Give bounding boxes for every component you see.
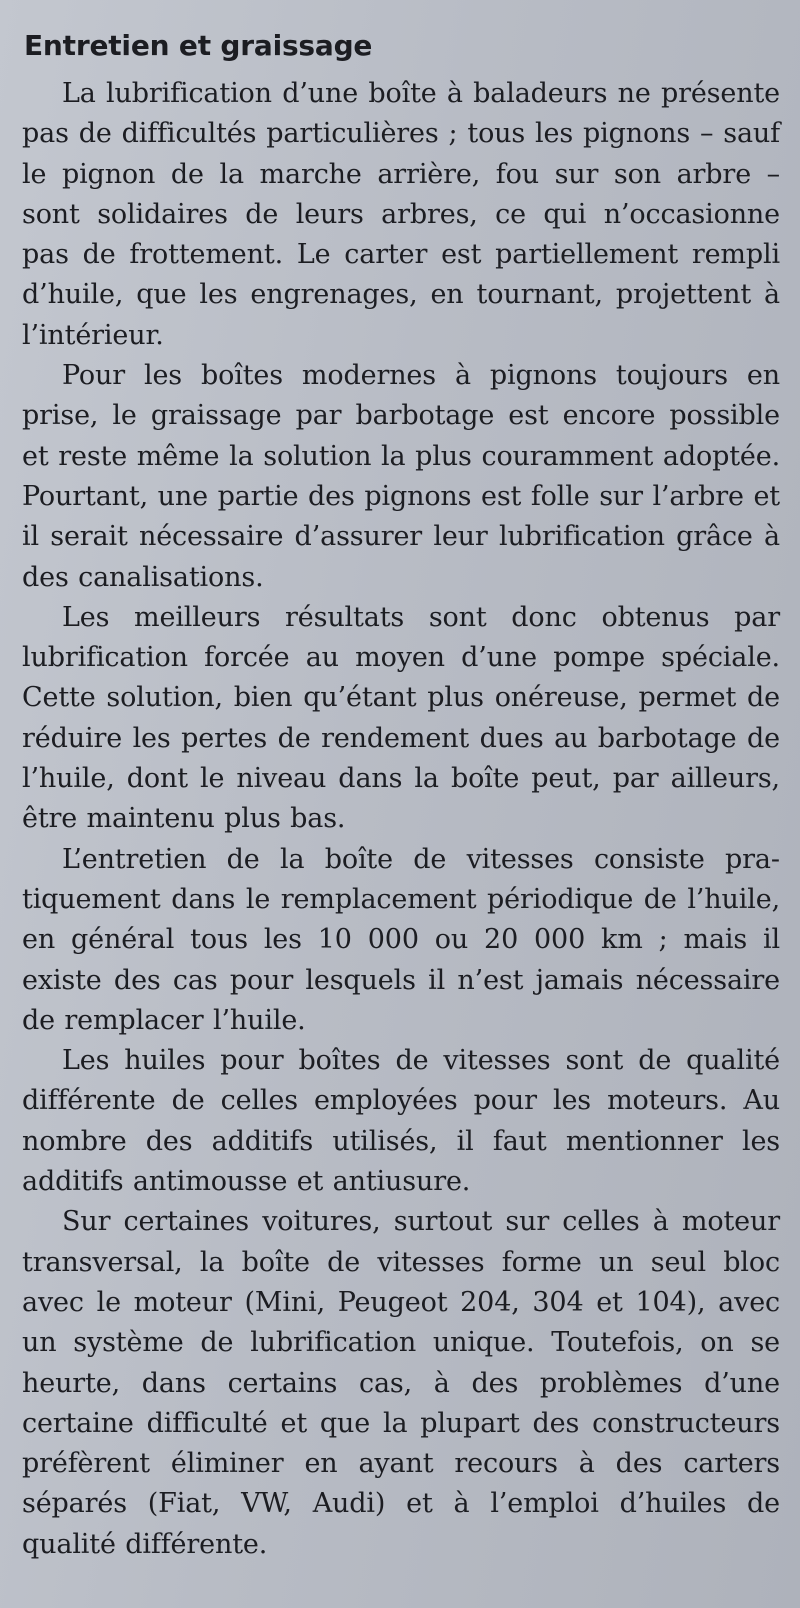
paragraph-moteur-transversal: Sur certaines voitures, surtout sur celles à moteur transversal, la boîte de vitesses forme un seul bloc avec le moteur (Mini, Peugeot 204, 304 et 104), avec un système de lubrification unique. Toutefois, on se heurte, dans certains cas, à des problèmes d’une certaine difficulté et que la plupart des constructeurs préfèrent éliminer en ayant recours à des carters séparés (Fiat, VW, Audi) et à l’emploi d’huiles de qualité différente.	[22, 1206, 780, 1560]
paragraph-lubrification-forcee: Les meilleurs résultats sont donc obtenus par lubrification forcée au moyen d’une pompe spéciale. Cette solution, bien qu’étant plus onéreuse, permet de réduire les pertes de rendement dues au barbotage de l’huile, dont le niveau dans la boîte peut, par ailleurs, être maintenu plus bas.	[22, 601, 780, 835]
paragraph-boites-modernes: Pour les boîtes modernes à pignons toujours en prise, le graissage par barbotage est encore possible et reste même la solution la plus couramment adoptée. Pourtant, une partie des pignons est folle sur l’arbre et il serait nécessaire d’assurer leur lubrification grâce à des canalisations.	[22, 360, 780, 593]
paragraph-lubrification-baladeurs: La lubrification d’une boîte à baladeurs ne présente pas de difficultés particulières ; tous les pignons – sauf le pignon de la marche arrière, fou sur son arbre – sont solidaires de leurs arbres, ce qui n’occasionne pas de frottement. Le carter est partiellement rempli d’huile, que les engrenages, en tournant, projettent à l’intérieur.	[22, 78, 780, 351]
paragraph-entretien-vidange: L’entretien de la boîte de vitesses consiste pratiquement dans le remplacement périodique de l’huile, en général tous les 10 000 ou 20 000 km ; mais il existe des cas pour lesquels il n’est jamais nécessaire de remplacer l’huile.	[22, 843, 780, 1036]
section-heading: Entretien et graissage	[24, 29, 373, 62]
paragraph-huiles-qualite: Les huiles pour boîtes de vitesses sont de qualité différente de celles employées pour les moteurs. Au nombre des additifs utilisés, il faut mentionner les additifs antimousse et antiusure.	[22, 1045, 780, 1198]
